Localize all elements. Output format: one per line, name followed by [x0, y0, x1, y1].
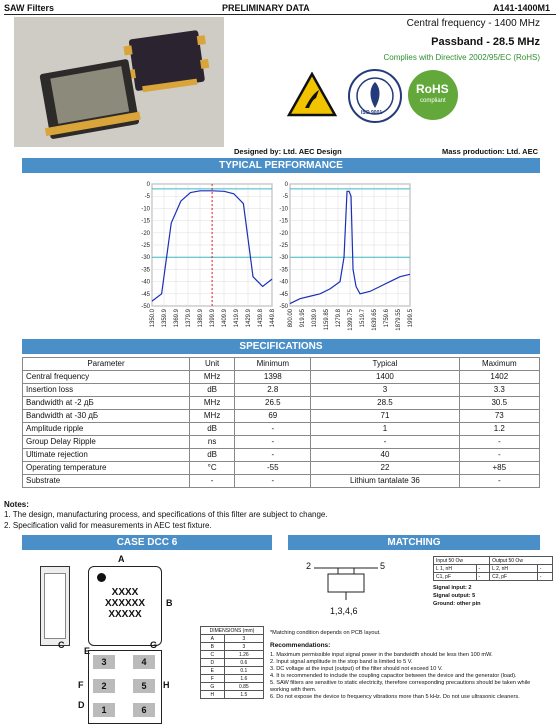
table-cell: Unit	[190, 358, 235, 371]
table-cell: Ultimate rejection	[23, 449, 190, 462]
table-cell: Amplitude ripple	[23, 423, 190, 436]
table-cell: 1.5	[224, 691, 263, 699]
y-tick-label: -30	[141, 255, 150, 262]
case-bottom-view	[88, 650, 162, 724]
table-cell: D	[201, 659, 225, 667]
table-cell: Lithium tantalate 36	[311, 475, 459, 488]
table-row	[23, 436, 540, 449]
y-tick-label: -20	[141, 230, 150, 237]
y-tick-label: -45	[141, 291, 150, 298]
specifications-heading: SPECIFICATIONS	[22, 339, 540, 354]
cell: C2, pF	[490, 573, 538, 581]
y-tick-label: -15	[279, 218, 288, 225]
recommendation: 5. SAW filters are sensitive to static electricity, therefore corresponding precautions should be taken while working with them.	[270, 680, 531, 693]
rohs-badge-title: RoHS	[416, 82, 449, 96]
y-tick-label: -5	[144, 194, 150, 201]
designed-by: Designed by: Ltd. AEC Design	[234, 147, 342, 156]
case-top-view	[88, 566, 162, 646]
table-cell: 0.85	[224, 683, 263, 691]
table-row	[201, 667, 264, 675]
table-cell: 1.6	[224, 675, 263, 683]
esd-warning-icon	[287, 72, 337, 122]
cell: -	[476, 573, 490, 581]
table-cell: Bandwidth at -2 дБ	[23, 397, 190, 410]
table-cell: -	[235, 449, 311, 462]
mass-production: Mass production: Ltd. AEC	[442, 147, 538, 156]
dim-label-h: H	[163, 680, 170, 690]
table-cell: dB	[190, 449, 235, 462]
x-tick-label: 919.95	[300, 309, 306, 328]
table-cell: H	[201, 691, 225, 699]
cell: -	[537, 573, 552, 581]
matching-schematic	[306, 560, 386, 600]
y-tick-label: -35	[279, 267, 288, 274]
y-tick-label: -40	[141, 279, 150, 286]
table-cell: 1400	[311, 371, 459, 384]
header-rule	[4, 14, 556, 15]
table-cell: 1.26	[224, 651, 263, 659]
x-tick-label: 1399.9	[210, 309, 216, 328]
table-row	[201, 659, 264, 667]
marking-line-2: XXXXXX	[104, 598, 146, 609]
header-left: SAW Filters	[4, 3, 55, 13]
signal-input: Signal input: 2	[433, 585, 472, 591]
schematic-ground-pins: 1,3,4,6	[330, 606, 358, 616]
table-cell: 69	[235, 410, 311, 423]
y-tick-label: -50	[279, 304, 288, 310]
table-cell: F	[201, 675, 225, 683]
table-cell: 0.6	[224, 659, 263, 667]
typical-performance-heading: TYPICAL PERFORMANCE	[22, 158, 540, 173]
table-cell: +85	[459, 462, 539, 475]
x-tick-label: 1419.9	[234, 309, 240, 328]
recommendation: 2. Input signal amplitude in the stop band is limited to 5 V.	[270, 659, 413, 665]
table-cell: -	[459, 449, 539, 462]
x-tick-label: 1439.8	[258, 309, 264, 328]
wideband-chart	[279, 182, 414, 331]
y-tick-label: -25	[141, 243, 150, 249]
table-row	[23, 475, 540, 488]
x-tick-label: 1379.9	[186, 309, 192, 328]
table-row	[201, 691, 264, 699]
table-cell: -	[311, 436, 459, 449]
table-cell: Maximum	[459, 358, 539, 371]
x-tick-label: 1350.0	[150, 309, 156, 328]
matching-heading: MATCHING	[288, 535, 540, 550]
passband-chart	[141, 182, 276, 327]
performance-charts	[130, 178, 430, 338]
table-cell: C	[201, 651, 225, 659]
iso-label: ISO 9001	[361, 110, 383, 116]
table-cell: -55	[235, 462, 311, 475]
x-tick-label: 1389.9	[198, 309, 204, 328]
table-row	[23, 423, 540, 436]
dim-label-f: F	[78, 680, 84, 690]
recommendation: 3. DC voltage at the input (output) of the filter should not exceed 10 V.	[270, 666, 443, 672]
table-cell: 40	[311, 449, 459, 462]
table-cell: -	[459, 436, 539, 449]
dim-label-e: E	[84, 646, 91, 656]
cell: -	[537, 565, 552, 573]
table-row	[23, 384, 540, 397]
schematic-pin-2: 2	[306, 561, 312, 571]
table-cell: 3	[224, 635, 263, 643]
passband: Passband - 28.5 MHz	[431, 36, 540, 48]
input-header: Input 50 Ow	[434, 557, 490, 565]
central-frequency: Central frequency - 1400 MHz	[406, 18, 540, 29]
table-cell: Bandwidth at -30 дБ	[23, 410, 190, 423]
dimensions-table	[200, 626, 264, 699]
table-cell: 28.5	[311, 397, 459, 410]
table-cell: dB	[190, 384, 235, 397]
y-tick-label: -25	[279, 243, 288, 249]
table-cell: E	[201, 667, 225, 675]
ground-pins: Ground: other pin	[433, 601, 481, 607]
table-cell: Insertion loss	[23, 384, 190, 397]
table-cell: MHz	[190, 397, 235, 410]
table-row	[201, 683, 264, 691]
x-tick-label: 1279.8	[336, 309, 342, 328]
y-tick-label: -35	[141, 267, 150, 274]
table-cell: 3	[224, 643, 263, 651]
table-cell: -	[190, 475, 235, 488]
x-tick-label: 1639.65	[372, 309, 378, 331]
table-cell: 2.8	[235, 384, 311, 397]
dims-title: DIMENSIONS (mm)	[201, 627, 264, 635]
notes-title: Notes:	[4, 500, 29, 509]
table-cell: G	[201, 683, 225, 691]
table-cell: dB	[190, 423, 235, 436]
rohs-compliance: Complies with Directive 2002/95/EC (RoHS)	[383, 53, 540, 62]
table-cell: Minimum	[235, 358, 311, 371]
table-cell: A	[201, 635, 225, 643]
x-tick-label: 1159.85	[324, 309, 330, 331]
table-cell: Parameter	[23, 358, 190, 371]
dim-label-g: G	[150, 640, 158, 650]
specifications-table	[22, 357, 540, 488]
case-side-view	[40, 566, 70, 646]
table-cell: -	[235, 475, 311, 488]
table-cell: 22	[311, 462, 459, 475]
pad-3: 3	[93, 655, 115, 669]
table-cell: B	[201, 643, 225, 651]
table-row	[201, 643, 264, 651]
table-row	[201, 635, 264, 643]
x-tick-label: 1369.9	[174, 309, 180, 328]
marking-line-3: XXXXX	[108, 609, 142, 620]
table-header-row	[23, 358, 540, 371]
table-row	[23, 462, 540, 475]
table-cell: Central frequency	[23, 371, 190, 384]
y-tick-label: -10	[279, 206, 288, 213]
x-tick-label: 1399.75	[348, 309, 354, 331]
pad-6: 6	[133, 703, 155, 717]
table-cell: 1402	[459, 371, 539, 384]
dim-label-c: C	[58, 640, 65, 650]
header-right: A141-1400M1	[492, 3, 550, 13]
table-cell: Typical	[311, 358, 459, 371]
product-photo	[14, 17, 224, 147]
header-center: PRELIMINARY DATA	[222, 3, 310, 13]
table-cell: 1.2	[459, 423, 539, 436]
schematic-pin-5: 5	[380, 561, 386, 571]
x-tick-label: 1879.55	[396, 309, 402, 331]
table-row	[23, 397, 540, 410]
table-cell: Group Delay Ripple	[23, 436, 190, 449]
table-cell: MHz	[190, 371, 235, 384]
table-cell: -	[235, 436, 311, 449]
table-row	[201, 675, 264, 683]
table-cell: 26.5	[235, 397, 311, 410]
dim-label-b: B	[166, 598, 173, 608]
recommendation: 6. Do not expose the device to frequency vibrations more than 5 kHz. Do not use ultrasonic cleaners.	[270, 694, 520, 700]
y-tick-label: -20	[279, 230, 288, 237]
matching-note: *Matching condition depends on PCB layout.	[270, 630, 381, 636]
recommendations-list	[270, 652, 542, 701]
pad-2: 2	[93, 679, 115, 693]
marking-line-1: XXXX	[111, 587, 139, 598]
table-cell: ns	[190, 436, 235, 449]
case-heading: CASE DCC 6	[22, 535, 272, 550]
table-row	[23, 449, 540, 462]
pin1-marker-icon	[97, 573, 106, 582]
pad-4: 4	[133, 655, 155, 669]
table-cell: 71	[311, 410, 459, 423]
x-tick-label: 1449.8	[270, 309, 276, 328]
pad-1: 1	[93, 703, 115, 717]
pad-5: 5	[133, 679, 155, 693]
rohs-badge-icon	[408, 70, 458, 120]
dim-label-d: D	[78, 700, 85, 710]
recommendation: 4. It is recommended to include the coupling capacitor between the device and the generator (load).	[270, 673, 517, 679]
table-cell: -	[235, 423, 311, 436]
cell: L 2, nH	[490, 565, 538, 573]
table-cell: 73	[459, 410, 539, 423]
table-row	[23, 410, 540, 423]
cell: -	[476, 565, 490, 573]
note-2: 2. Specification valid for measurements in AEC test fixture.	[4, 521, 212, 530]
y-tick-label: -40	[279, 279, 288, 286]
table-cell: 0.1	[224, 667, 263, 675]
y-tick-label: 0	[284, 182, 288, 188]
y-tick-label: 0	[146, 182, 150, 188]
table-cell: Operating temperature	[23, 462, 190, 475]
recommendations-title: Recommendations:	[270, 642, 331, 649]
output-header: Output 50 Ow	[490, 557, 553, 565]
x-tick-label: 1409.9	[222, 309, 228, 328]
x-tick-label: 1999.5	[408, 309, 414, 328]
table-cell: °C	[190, 462, 235, 475]
cell: L 1, nH	[434, 565, 477, 573]
table-cell: Substrate	[23, 475, 190, 488]
table-cell: 1	[311, 423, 459, 436]
x-tick-label: 800.00	[288, 309, 294, 328]
y-tick-label: -10	[141, 206, 150, 213]
matching-table	[433, 556, 553, 581]
table-row	[201, 651, 264, 659]
table-cell: 1398	[235, 371, 311, 384]
rohs-badge-sub: compliant	[420, 98, 446, 104]
y-tick-label: -50	[141, 304, 150, 310]
table-cell: MHz	[190, 410, 235, 423]
signal-output: Signal output: 5	[433, 593, 476, 599]
note-1: 1. The design, manufacturing process, and specifications of this filter are subject to change.	[4, 510, 328, 519]
x-tick-label: 1519.7	[360, 309, 366, 328]
x-tick-label: 1759.6	[384, 309, 390, 328]
x-tick-label: 1039.9	[312, 309, 318, 328]
y-tick-label: -5	[282, 194, 288, 201]
table-cell: 30.5	[459, 397, 539, 410]
recommendation: 1. Maximum permissible input signal power in the bandwidth should be less then 100 mW.	[270, 652, 493, 658]
y-tick-label: -30	[279, 255, 288, 262]
x-tick-label: 1429.9	[246, 309, 252, 328]
table-row	[23, 371, 540, 384]
x-tick-label: 1359.9	[162, 309, 168, 328]
table-cell: 3	[311, 384, 459, 397]
table-cell: 3.3	[459, 384, 539, 397]
iso-certificate-icon	[347, 68, 403, 129]
dim-label-a: A	[118, 554, 125, 564]
cell: C1, pF	[434, 573, 477, 581]
y-tick-label: -45	[279, 291, 288, 298]
y-tick-label: -15	[141, 218, 150, 225]
table-cell: -	[459, 475, 539, 488]
